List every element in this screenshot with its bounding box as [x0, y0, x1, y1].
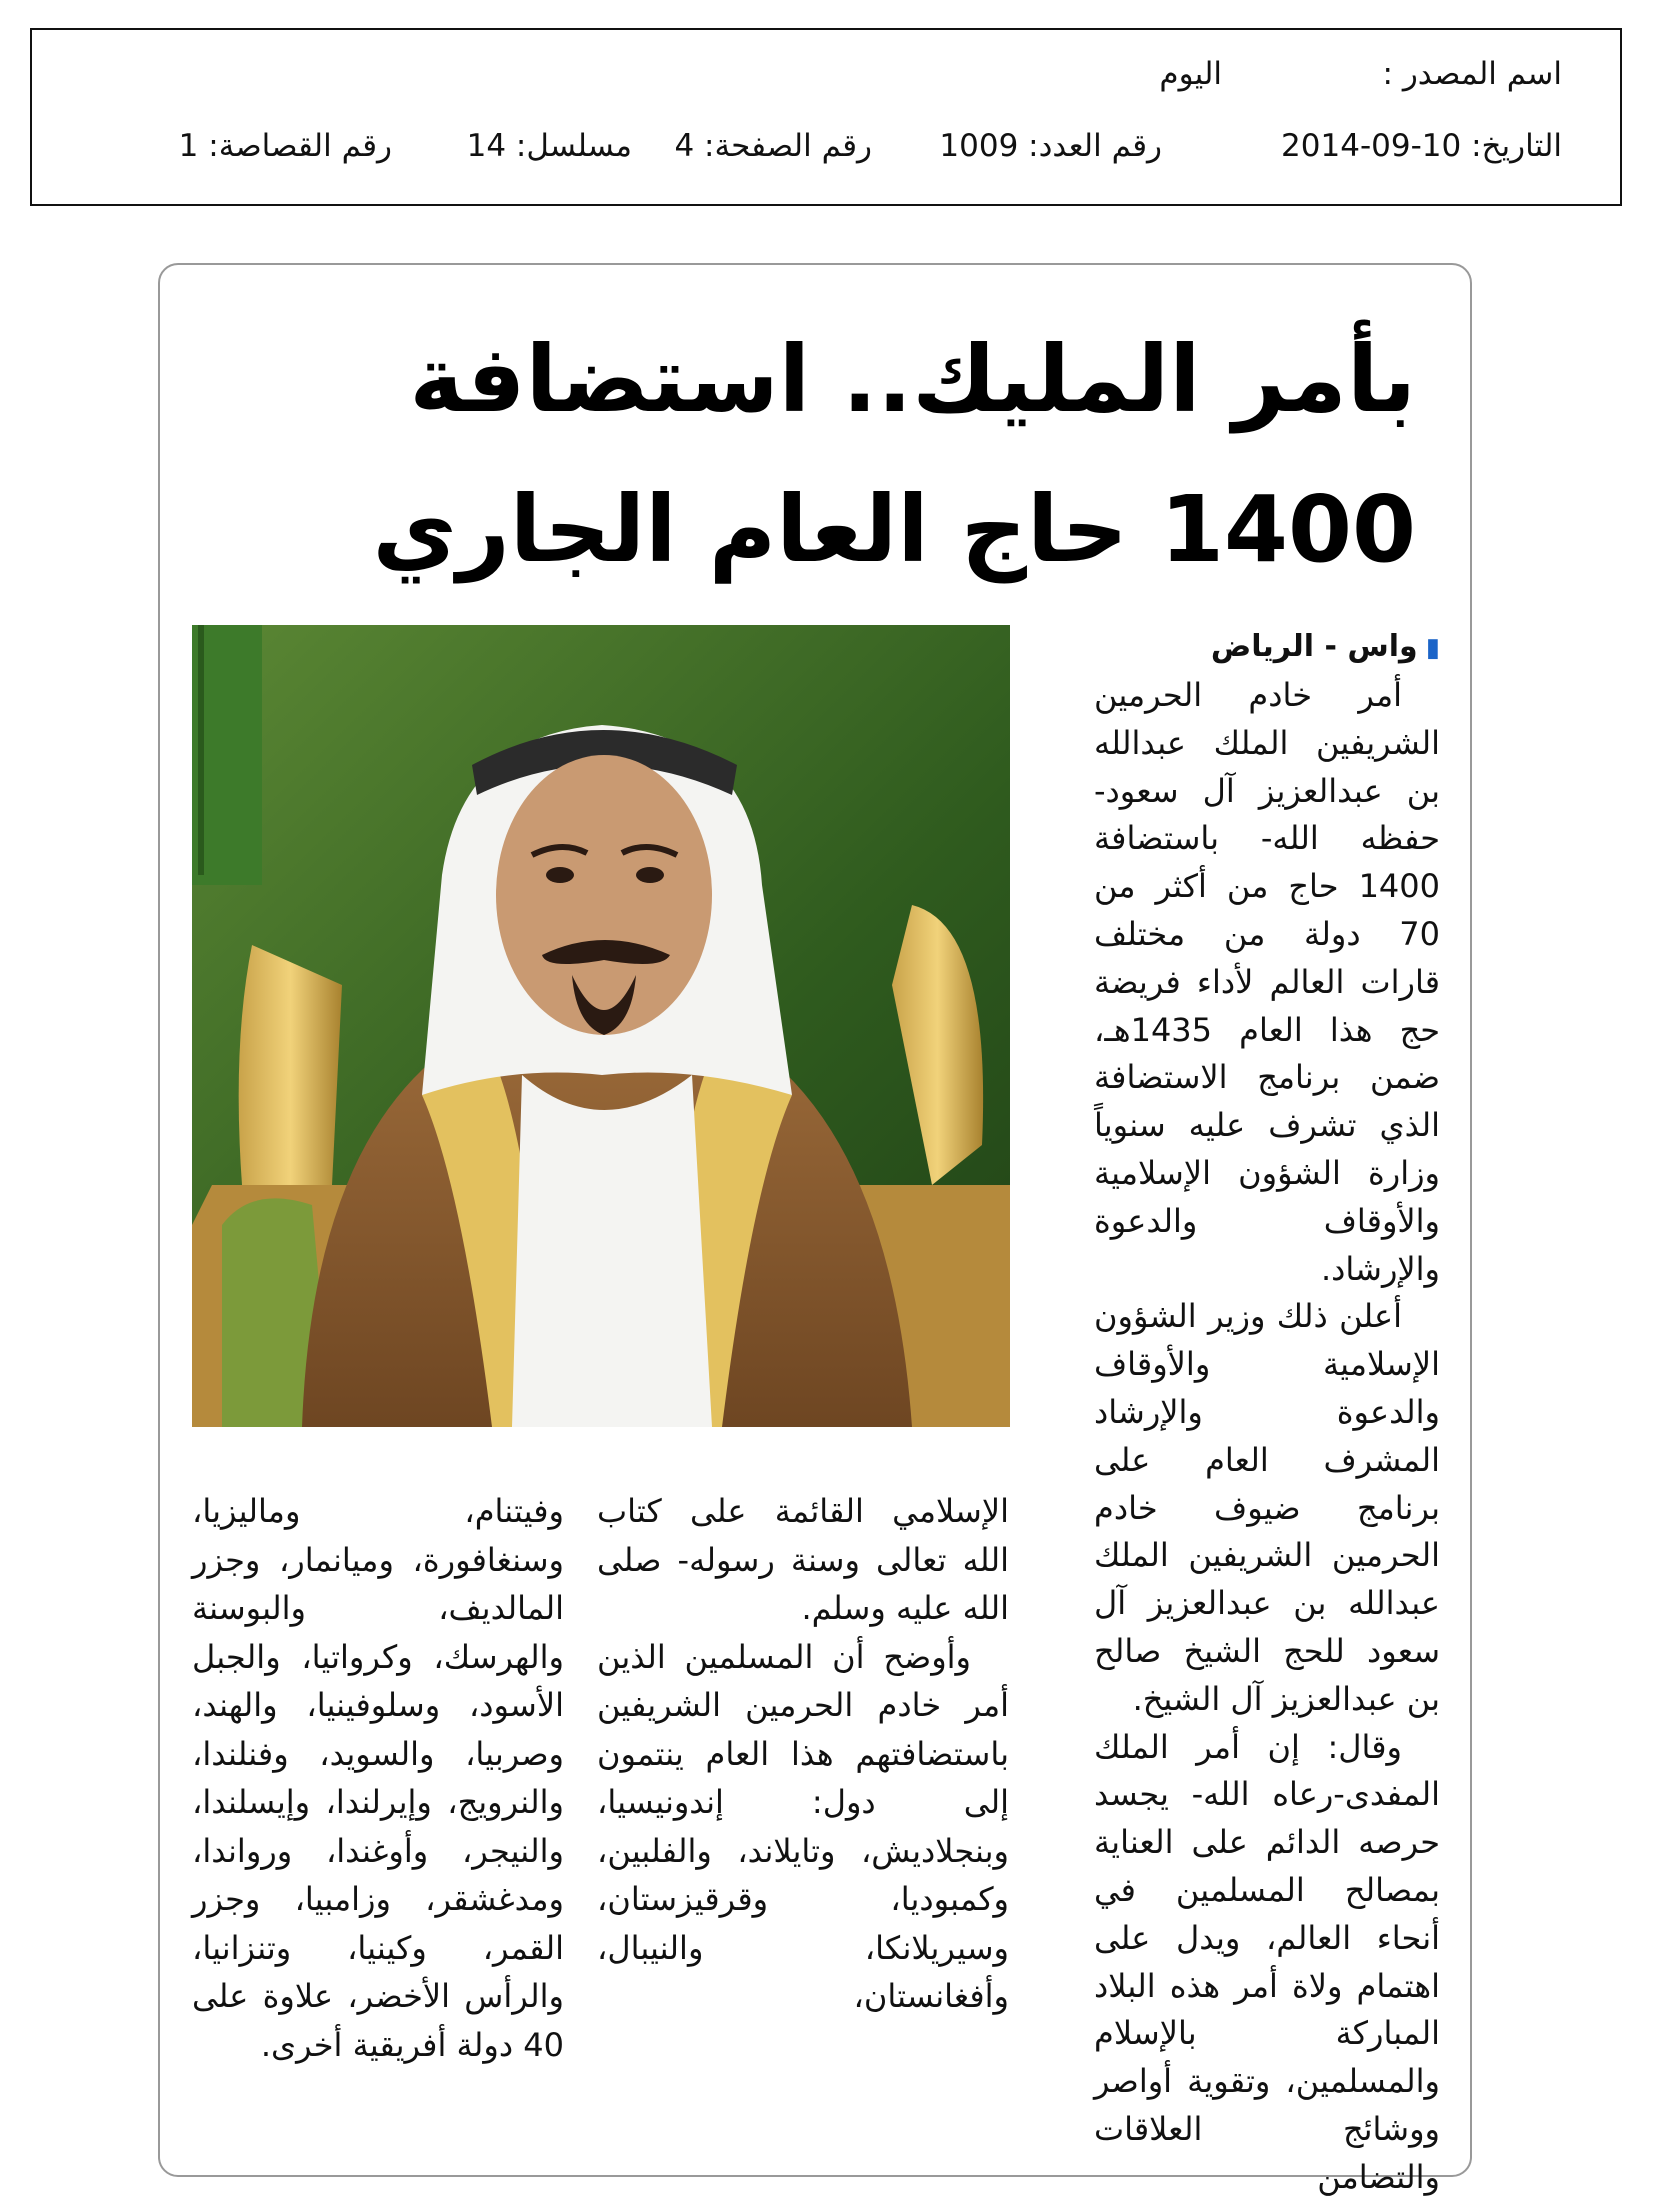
paragraph: وقال: إن أمر الملك المفدى-رعاه الله- يجسد حرصه الدائم على العناية بمصالح المسلمين في أنحاء العالم، ويدل على اهتمام ولاة أمر هذه البلاد المباركة بالإسلام والمسلمين، وتقوية أواصر ووشائج العلاقات والتضامن: [1094, 1727, 1440, 2196]
portrait-illustration: [192, 625, 1010, 1427]
paragraph: وأوضح أن المسلمين الذين أمر خادم الحرمين الشريفين باستضافتهم هذا العام ينتمون إلى دول: إندونيسيا، وبنجلاديش، وتايلاند، والفلبين، وكمبوديا، وقرقيزستان، وسيريلانكا، والنيبال، وأفغانستان،: [597, 1637, 1009, 2015]
portrait-photo: [192, 625, 1010, 1427]
paragraph: أمر خادم الحرمين الشريفين الملك عبدالله بن عبدالعزيز آل سعود- حفظه الله- باستضافة 1400 حاج من أكثر من 70 دولة من مختلف قارات العالم لأداء فريضة حج هذا العام 1435هـ، ضمن برنامج الاستضافة الذي تشرف عليه سنوياً وزارة الشؤون الإسلامية والأوقاف والدعوة والإرشاد.: [1094, 676, 1440, 1288]
paragraph: وفيتنام، وماليزيا، وسنغافورة، وميانمار، وجزر المالديف، والبوسنة والهرسك، وكرواتيا، والجبل الأسود، وسلوفينيا، والهند، وصربيا، والسويد، وفنلندا، والنرويج، وإيرلندا، وإيسلندا، والنيجر، وأوغندا، ورواندا، ومدغشقر، وزامبيا، وجزر القمر، وكينيا، وتنزانيا، والرأس الأخضر، علاوة على 40 دولة أفريقية أخرى.: [192, 1492, 564, 2064]
clipping-number-field: رقم القصاصة: 1: [178, 128, 392, 164]
paragraph: الإسلامي القائمة على كتاب الله تعالى وسنة رسوله- صلى الله عليه وسلم.: [597, 1492, 1009, 1627]
dateline-text: واس - الرياض: [1210, 629, 1418, 664]
bookmark-icon: ▮: [1425, 633, 1440, 663]
source-metadata-box: [30, 28, 1622, 206]
headline: بأمر المليك.. استضافة 1400 حاج العام الجاري: [372, 326, 1416, 583]
article-column-middle: [597, 1487, 1009, 2021]
article-column-right: [1094, 623, 1440, 2202]
page-number-field: رقم الصفحة: 4: [674, 128, 872, 164]
paragraph: أعلن ذلك وزير الشؤون الإسلامية والأوقاف والدعوة والإرشاد المشرف العام على برنامج ضيوف خادم الحرمين الشريفين الملك عبدالله بن عبدالعزيز آل سعود للحج الشيخ صالح بن عبدالعزيز آل الشيخ.: [1094, 1297, 1440, 1718]
date-field: التاريخ: 10-09-2014: [1281, 128, 1562, 164]
issue-number-field: رقم العدد: 1009: [939, 128, 1162, 164]
source-value: اليوم: [1159, 56, 1222, 92]
source-label: اسم المصدر :: [1382, 56, 1562, 92]
article-clipping: [158, 263, 1472, 2196]
serial-field: مسلسل: 14: [466, 128, 632, 164]
article-column-left: [192, 1487, 564, 2069]
dateline: [1094, 623, 1440, 672]
